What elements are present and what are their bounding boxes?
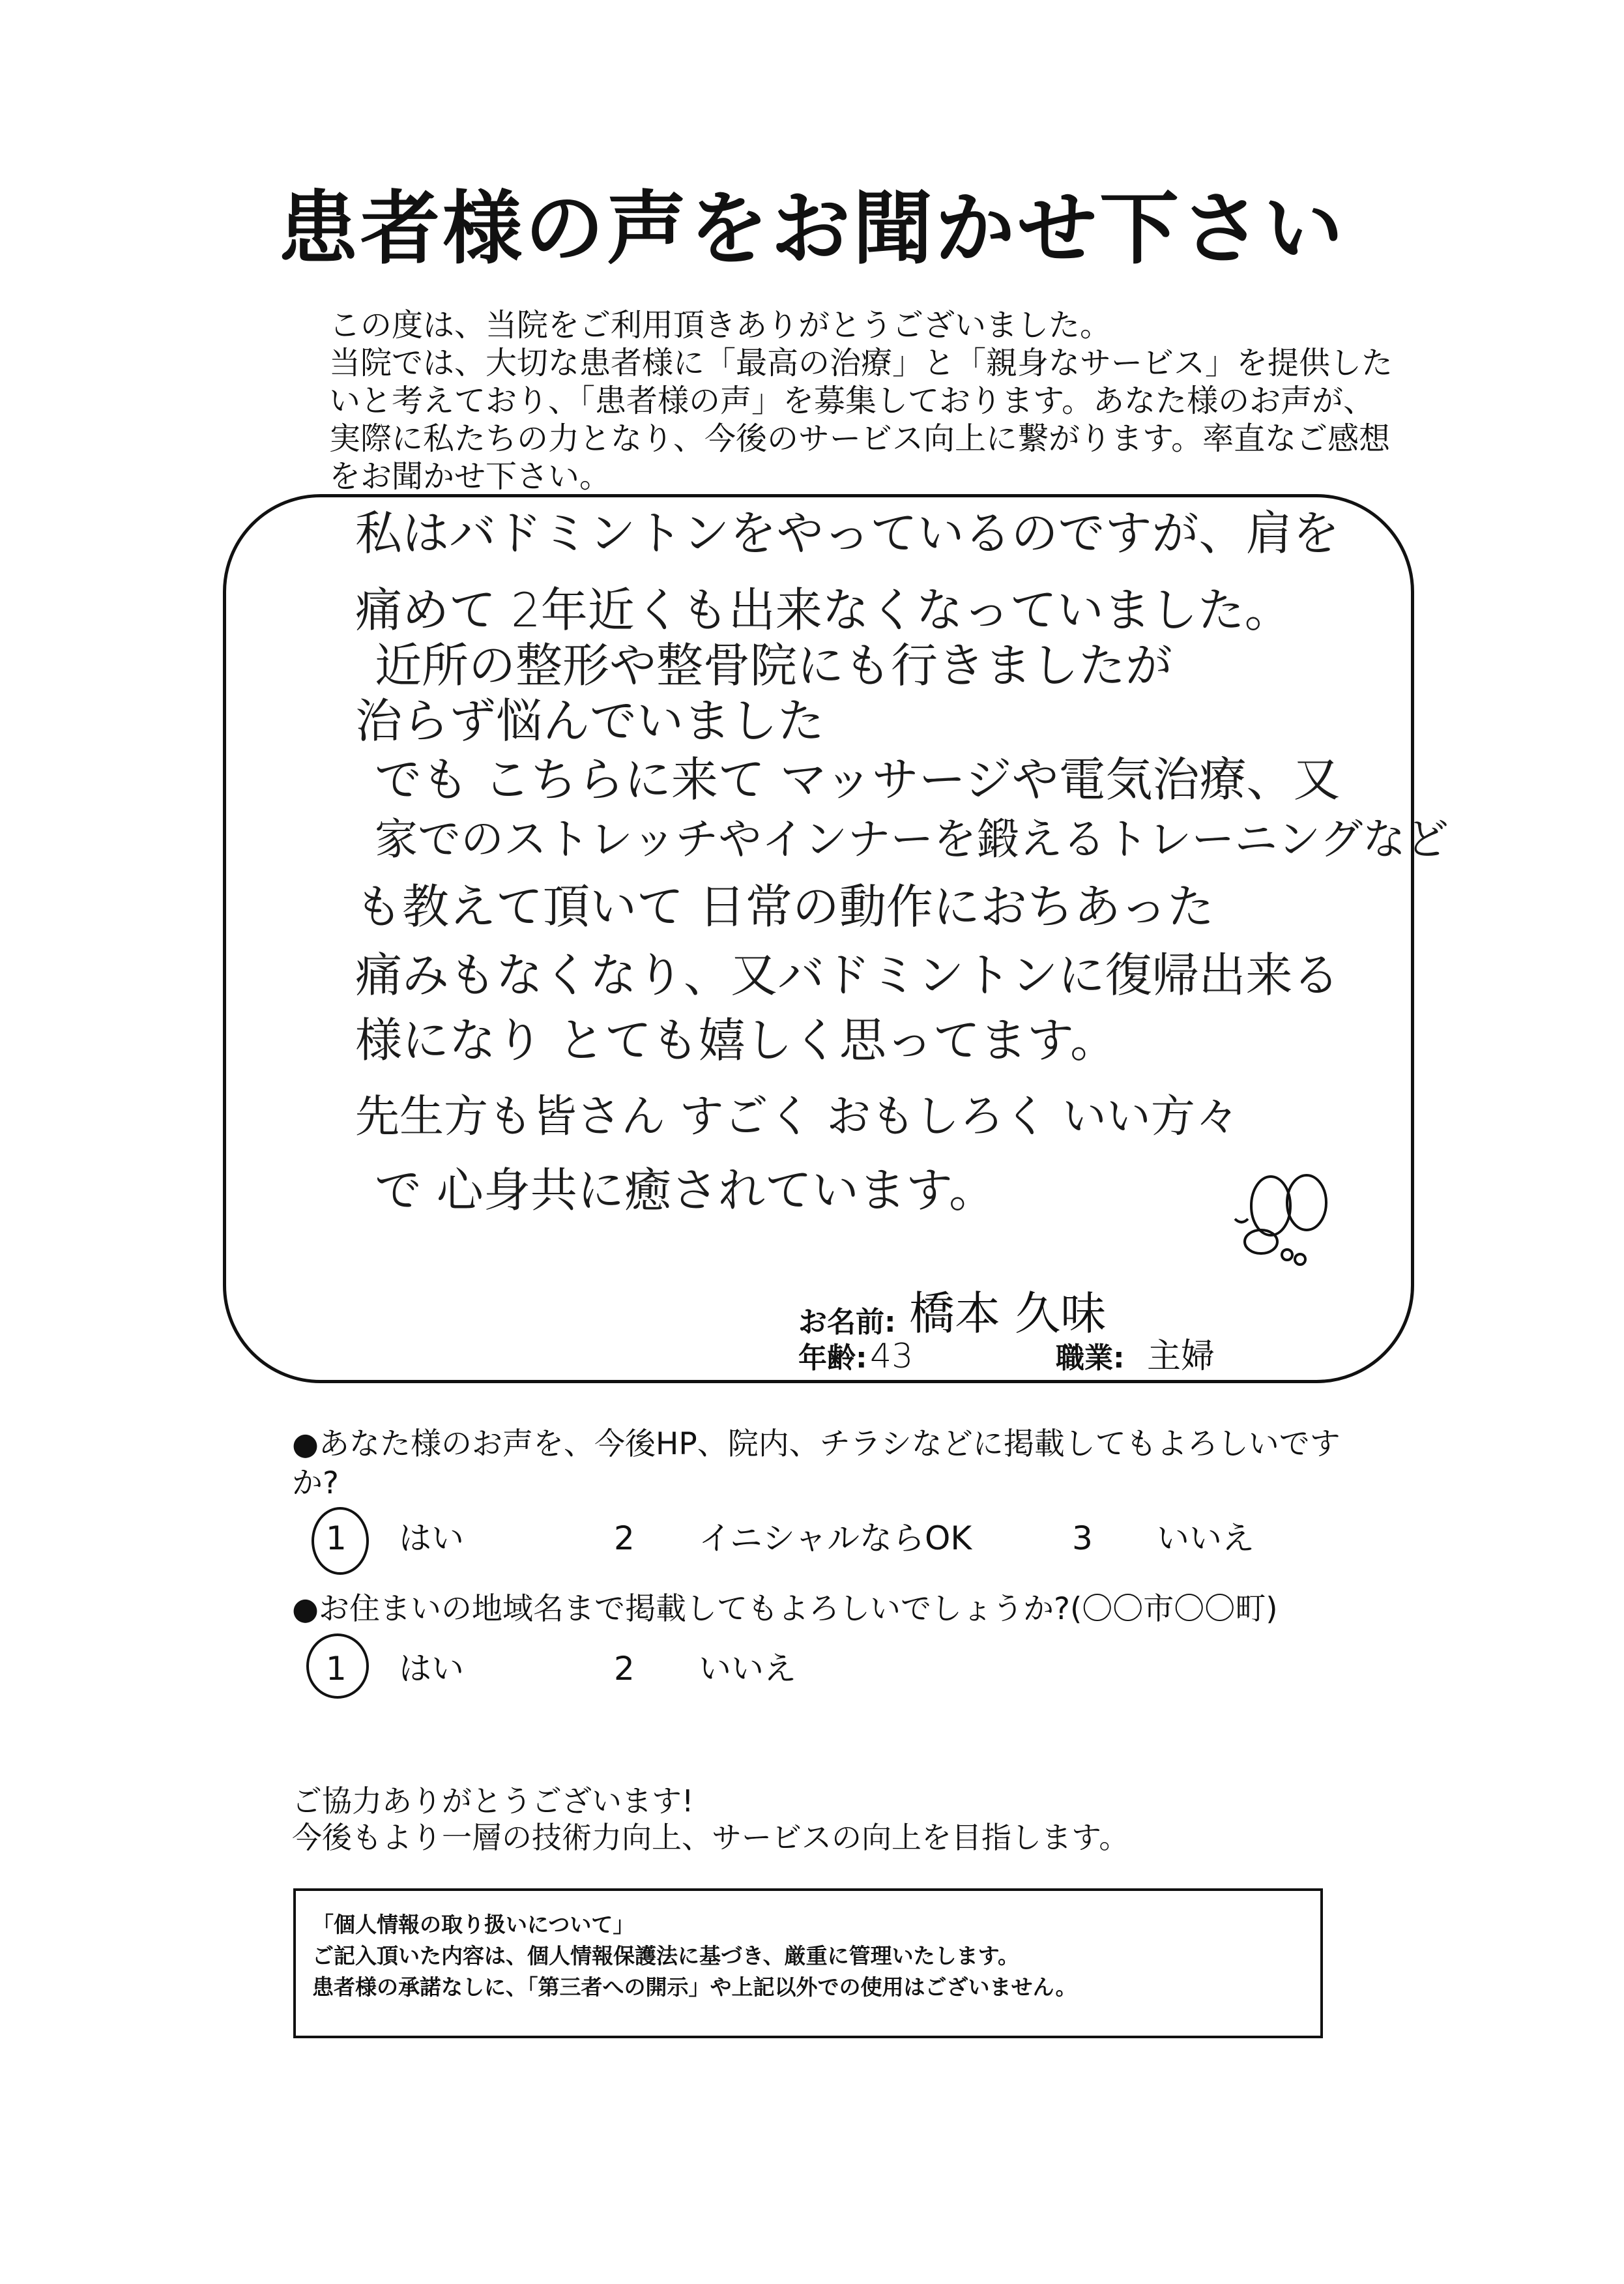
intro-line: 実際に私たちの力となり、今後のサービス向上に繋がります。率直なご感想 xyxy=(329,420,1391,457)
intro-line: 当院では、大切な患者様に「最高の治療」と「親身なサービス」を提供した xyxy=(329,345,1393,381)
job-value: 主婦 xyxy=(1147,1337,1215,1376)
question2-text: ●お住まいの地域名まで掲載してもよろしいでしょうか?(〇〇市〇〇町) xyxy=(292,1591,1278,1627)
age-label: 年齢: xyxy=(798,1341,867,1375)
comment-line: 痛めて 2年近くも出来なくなっていました。 xyxy=(355,583,1292,637)
question1-text-cont: か? xyxy=(292,1465,339,1501)
privacy-heading: 「個人情報の取り扱いについて」 xyxy=(312,1912,635,1937)
job-label: 職業: xyxy=(1056,1341,1125,1375)
q2-option1-label[interactable]: はい xyxy=(399,1650,464,1688)
thanks-line: 今後もより一層の技術力向上、サービスの向上を目指します。 xyxy=(292,1820,1129,1855)
q2-option1-num[interactable]: 1 xyxy=(326,1650,347,1688)
name-label: お名前: xyxy=(798,1306,896,1339)
q1-option3-label[interactable]: いいえ xyxy=(1157,1519,1254,1557)
q1-option1-num[interactable]: 1 xyxy=(326,1519,347,1557)
name-value: 橋本 久味 xyxy=(909,1287,1107,1340)
intro-line: この度は、当院をご利用頂きありがとうございました。 xyxy=(329,307,1112,344)
butterfly-doodle xyxy=(1209,1167,1339,1297)
q2-option2-num[interactable]: 2 xyxy=(614,1650,635,1688)
comment-line: 先生方も皆さん すごく おもしろく いい方々 xyxy=(355,1091,1240,1143)
comment-line: も教えて頂いて 日常の動作におちあった xyxy=(355,879,1215,934)
page-title: 患者様の声をお聞かせ下さい xyxy=(278,183,1346,275)
thanks-text xyxy=(292,1783,1129,1856)
privacy-line: ご記入頂いた内容は、個人情報保護法に基づき、厳重に管理いたします。 xyxy=(312,1943,1020,1969)
q2-option2-label[interactable]: いいえ xyxy=(699,1650,796,1688)
comment-line: 痛みもなくなり、又バドミントンに復帰出来る xyxy=(355,948,1340,1003)
q1-option2-num[interactable]: 2 xyxy=(614,1519,635,1557)
q1-option2-label[interactable]: イニシャルならOK xyxy=(699,1519,972,1557)
question1-text: ●あなた様のお声を、今後HP、院内、チラシなどに掲載してもよろしいです xyxy=(292,1426,1341,1462)
privacy-line: 患者様の承諾なしに、「第三者への開示」や上記以外での使用はございません。 xyxy=(312,1974,1077,2000)
q1-option3-num[interactable]: 3 xyxy=(1072,1519,1093,1557)
intro-text xyxy=(329,306,1393,495)
privacy-notice xyxy=(293,1888,1323,2038)
comment-line: 近所の整形や整骨院にも行きましたが xyxy=(375,638,1173,693)
thanks-line: ご協力ありがとうございます! xyxy=(292,1783,694,1819)
intro-line: をお聞かせ下さい。 xyxy=(329,458,611,495)
comment-line: 私はバドミントンをやっているのですが、肩を xyxy=(355,506,1340,561)
comment-line: 治らず悩んでいました xyxy=(355,694,825,748)
comment-line: でも こちらに来て マッサージや電気治療、又 xyxy=(375,752,1341,807)
comment-line: 様になり とても嬉しく思ってます。 xyxy=(355,1013,1118,1068)
intro-line: いと考えており、「患者様の声」を募集しております。あなた様のお声が、 xyxy=(329,383,1375,419)
q1-option1-label[interactable]: はい xyxy=(399,1519,464,1557)
comment-line: 家でのストレッチやインナーを鍛えるトレーニングなど xyxy=(375,814,1449,864)
comment-line: で 心身共に癒されています。 xyxy=(375,1163,996,1218)
age-value: 43 xyxy=(870,1337,914,1376)
